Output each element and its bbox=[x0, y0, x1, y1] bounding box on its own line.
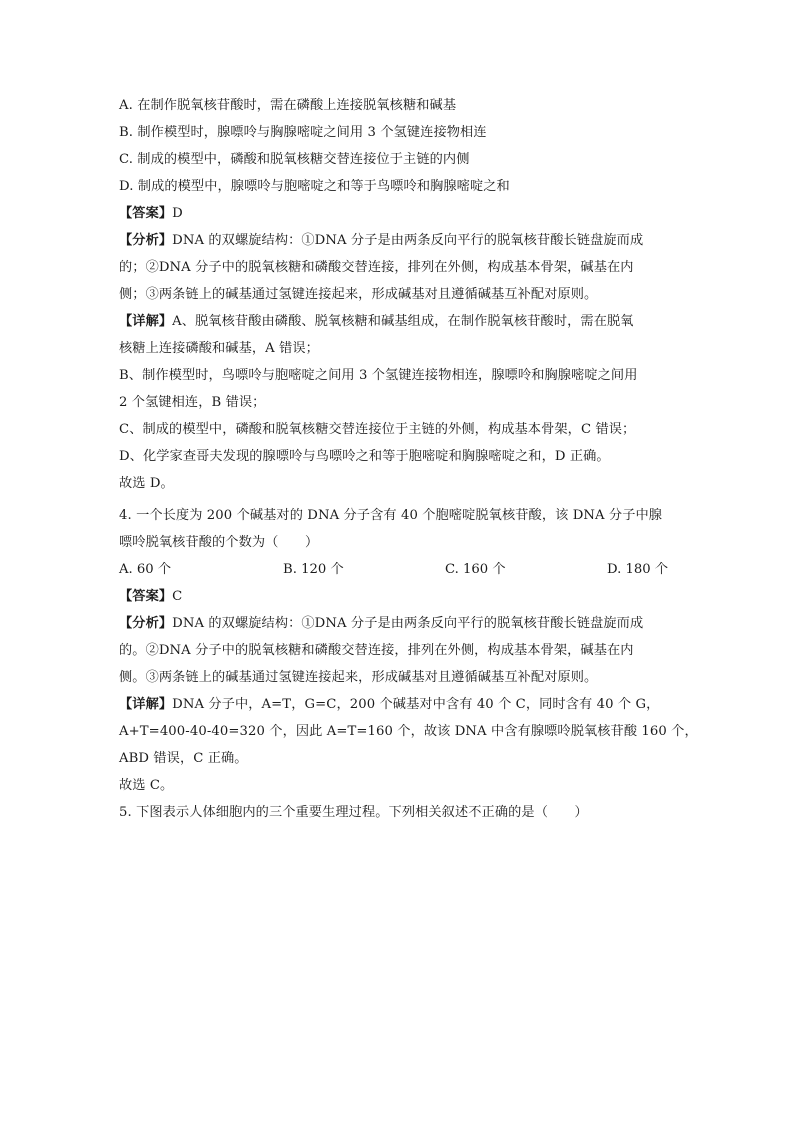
q3-detail-line-1 bbox=[119, 313, 679, 331]
q4-detail-line-2: A+T=400-40-40=320 个，因此 A=T=160 个，故该 DNA 中含有腺嘌呤脱氧核苷酸 160 个， bbox=[119, 724, 698, 739]
q4-analysis-line-1 bbox=[119, 615, 679, 633]
q4-option-a: A. 60 个 bbox=[119, 562, 172, 577]
answer-tag: 【答案】 bbox=[119, 206, 173, 221]
detail-tag: 【详解】 bbox=[119, 697, 173, 712]
q3-answer bbox=[119, 205, 679, 223]
q3-option-c: C. 制成的模型中，磷酸和脱氧核糖交替连接位于主链的内侧 bbox=[119, 152, 470, 167]
analysis-tag: 【分析】 bbox=[119, 616, 173, 631]
q3-analysis-line-2: 的；②DNA 分子中的脱氧核糖和磷酸交替连接，排列在外侧，构成基本骨架，碱基在内 bbox=[119, 260, 634, 275]
q3-detail-line-6: D、化学家查哥夫发现的腺嘌呤与鸟嘌呤之和等于胞嘧啶和胸腺嘧啶之和，D 正确。 bbox=[119, 449, 610, 464]
q3-conclusion: 故选 D。 bbox=[119, 476, 174, 491]
q4-options bbox=[119, 561, 667, 579]
q4-stem-line-1: 4. 一个长度为 200 个碱基对的 DNA 分子含有 40 个胞嘧啶脱氧核苷酸，该 DNA 分子中腺 bbox=[119, 508, 663, 523]
q3-detail-line-4: 2 个氢键相连，B 错误； bbox=[119, 395, 266, 410]
q3-analysis-line-1 bbox=[119, 232, 679, 250]
q4-option-c: C. 160 个 bbox=[445, 562, 506, 577]
q3-option-b: B. 制作模型时，腺嘌呤与胸腺嘧啶之间用 3 个氢键连接物相连 bbox=[119, 125, 487, 140]
analysis-tag: 【分析】 bbox=[119, 233, 173, 248]
answer-value: D bbox=[172, 206, 183, 221]
q3-detail-line-3: B、制作模型时，鸟嘌呤与胞嘧啶之间用 3 个氢键连接物相连，腺嘌呤和胸腺嘧啶之间用 bbox=[119, 368, 638, 383]
answer-value: C bbox=[172, 589, 183, 604]
q4-analysis-line-2: 的。②DNA 分子中的脱氧核糖和磷酸交替连接，排列在外侧，构成基本骨架，碱基在内 bbox=[119, 643, 634, 658]
q3-detail-line-5: C、制成的模型中，磷酸和脱氧核糖交替连接位于主链的外侧，构成基本骨架，C 错误； bbox=[119, 422, 636, 437]
analysis-text: DNA 的双螺旋结构：①DNA 分子是由两条反向平行的脱氧核苷酸长链盘旋而成 bbox=[172, 233, 644, 248]
answer-tag: 【答案】 bbox=[119, 589, 173, 604]
q4-option-d: D. 180 个 bbox=[607, 562, 669, 577]
q4-stem-line-2: 嘌呤脱氧核苷酸的个数为（ ） bbox=[119, 535, 319, 550]
q4-detail-line-1 bbox=[119, 696, 679, 714]
detail-text: DNA 分子中，A=T，G=C，200 个碱基对中含有 40 个 C，同时含有 40 个 G， bbox=[172, 697, 660, 712]
analysis-text: DNA 的双螺旋结构：①DNA 分子是由两条反向平行的脱氧核苷酸长链盘旋而成 bbox=[172, 616, 644, 631]
q3-option-d: D. 制成的模型中，腺嘌呤与胞嘧啶之和等于鸟嘌呤和胸腺嘧啶之和 bbox=[119, 179, 510, 194]
q4-answer bbox=[119, 588, 679, 606]
detail-text: A、脱氧核苷酸由磷酸、脱氧核糖和碱基组成，在制作脱氧核苷酸时，需在脱氧 bbox=[172, 314, 634, 329]
q3-option-a: A. 在制作脱氧核苷酸时，需在磷酸上连接脱氧核糖和碱基 bbox=[119, 98, 457, 113]
q3-analysis-line-3: 侧；③两条链上的碱基通过氢键连接起来，形成碱基对且遵循碱基互补配对原则。 bbox=[119, 287, 598, 302]
q5-stem: 5. 下图表示人体细胞内的三个重要生理过程。下列相关叙述不正确的是（ ） bbox=[119, 805, 588, 820]
q4-detail-line-3: ABD 错误，C 正确。 bbox=[119, 751, 248, 766]
detail-tag: 【详解】 bbox=[119, 314, 173, 329]
q4-option-b: B. 120 个 bbox=[283, 562, 344, 577]
q4-conclusion: 故选 C。 bbox=[119, 778, 174, 793]
q4-analysis-line-3: 侧。③两条链上的碱基通过氢键连接起来，形成碱基对且遵循碱基互补配对原则。 bbox=[119, 670, 598, 685]
q3-detail-line-2: 核糖上连接磷酸和碱基，A 错误； bbox=[119, 341, 319, 356]
